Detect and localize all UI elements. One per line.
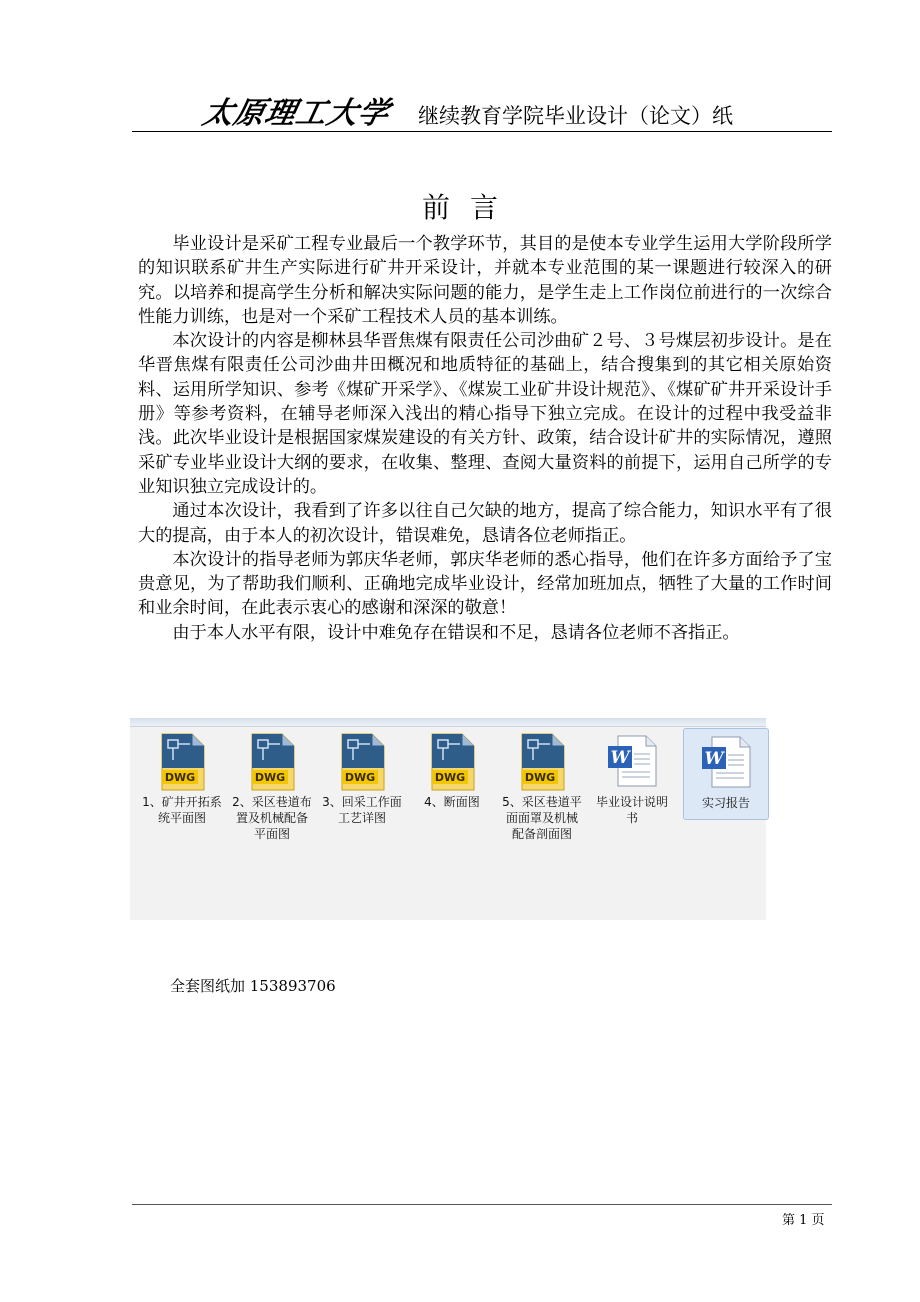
file-label: 3、回采工作面工艺详图 [322,795,402,825]
file-item-dwg[interactable] [500,732,584,842]
svg-text:DWG: DWG [434,771,466,784]
university-logo: 太原理工大学 [199,96,393,131]
file-item-dwg[interactable] [410,732,494,810]
file-item-dwg[interactable] [230,732,314,842]
page-title: 前言 [421,191,518,224]
paragraph: 毕业设计是采矿工程专业最后一个教学环节，其目的是使本专业学生运用大学阶段所学的知识联系矿井生产实际进行矿井开采设计，并就本专业范围的某一课题进行较深入的研究。以培养和提高学生分析和解决实际问题的能力，是学生走上工作岗位前进行的一次综合性能力训练，也是对一个采矿工程技术人员的基本训练。 [138,234,832,327]
file-label: 4、断面图 [424,795,480,809]
file-label: 1、矿井开拓系统平面图 [142,795,222,825]
dwg-file-icon [154,732,210,792]
word-doc-icon [698,733,754,793]
footer-divider [132,1204,832,1205]
svg-text:W: W [610,748,630,768]
header-divider [132,131,832,132]
dwg-file-icon [424,732,480,792]
file-label: 实习报告 [701,796,750,810]
page-header [132,86,832,130]
file-item-dwg[interactable] [320,732,404,826]
svg-text:W: W [704,749,724,769]
dwg-file-icon [514,732,570,792]
preface-body [138,232,832,645]
word-doc-icon [604,732,660,792]
explorer-toolbar-edge [130,718,766,727]
file-label: 2、采区巷道布置及机械配备平面图 [232,795,312,841]
file-label: 5、采区巷道平面面罩及机械配备剖面图 [502,795,582,841]
dwg-file-icon [334,732,390,792]
svg-text:DWG: DWG [524,771,556,784]
svg-text:DWG: DWG [344,771,376,784]
svg-text:DWG: DWG [164,771,196,784]
file-label: 毕业设计说明书 [595,795,668,825]
header-title: 继续教育学院毕业设计（论文）纸 [418,104,733,128]
page-number: 第 1 页 [782,1213,825,1228]
dwg-file-icon [244,732,300,792]
drawing-note: 全套图纸加 153893706 [170,977,336,995]
svg-text:DWG: DWG [254,771,286,784]
file-item-word[interactable] [590,732,674,826]
paragraph: 本次设计的指导老师为郭庆华老师，郭庆华老师的悉心指导，他们在许多方面给予了宝贵意见，为了帮助我们顺利、正确地完成毕业设计，经常加班加点，牺牲了大量的工作时间和业余时间，在此表示衷心的感谢和深深的敬意！ [138,549,832,619]
file-explorer-screenshot [130,718,766,920]
file-item-dwg[interactable] [140,732,224,826]
file-item-word-selected[interactable] [683,728,769,820]
paragraph: 本次设计的内容是柳林县华晋焦煤有限责任公司沙曲矿２号、３号煤层初步设计。是在华晋焦煤有限责任公司沙曲井田概况和地质特征的基础上，结合搜集到的其它相关原始资料、运用所学知识、参考《煤矿开采学》、《煤炭工业矿井设计规范》、《煤矿矿井开采设计手册》等参考资料，在辅导老师深入浅出的精心指导下独立完成。在设计的过程中我受益非浅。此次毕业设计是根据国家煤炭建设的有关方针、政策，结合设计矿井的实际情况，遵照采矿专业毕业设计大纲的要求，在收集、整理、查阅大量资料的前提下，运用自己所学的专业知识独立完成设计的。 [138,331,832,497]
paragraph: 由于本人水平有限，设计中难免存在错误和不足，恳请各位老师不吝指正。 [172,622,740,643]
paragraph: 通过本次设计，我看到了许多以往自己欠缺的地方，提高了综合能力，知识水平有了很大的提高，由于本人的初次设计，错误难免，恳请各位老师指正。 [138,501,832,546]
